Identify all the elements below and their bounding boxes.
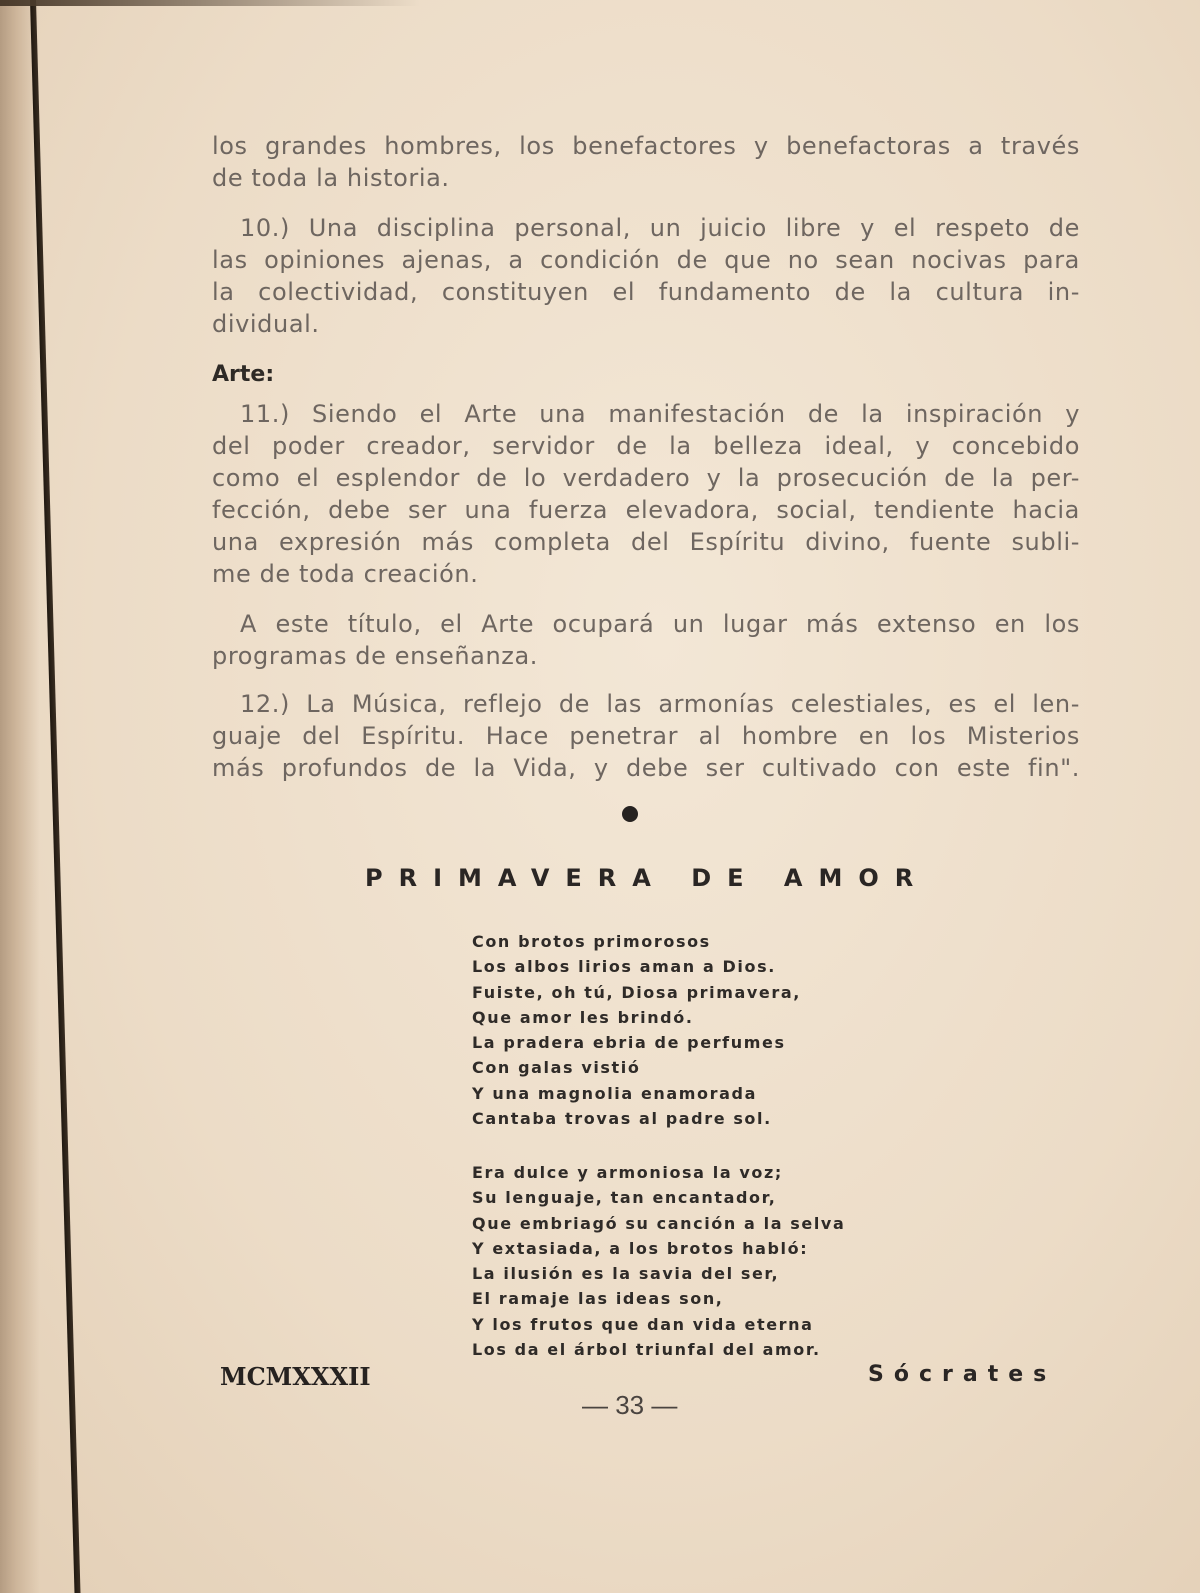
text-line: como el esplendor de lo verdadero y la prosecución de la per- xyxy=(212,464,1080,492)
text-line: más profundos de la Vida, y debe ser cultivado con este fin". xyxy=(212,754,1080,782)
poem-line: La ilusión es la savia del ser, xyxy=(472,1264,780,1284)
paragraph-continuation xyxy=(212,130,1080,194)
text-line: fección, debe ser una fuerza elevadora, social, tendiente hacia xyxy=(212,496,1080,524)
poem-stanza-2 xyxy=(472,1160,845,1362)
poem-line: Fuiste, oh tú, Diosa primavera, xyxy=(472,982,801,1002)
poem-line: Con brotos primorosos xyxy=(472,932,711,951)
paragraph-12 xyxy=(212,688,1080,784)
text-line: las opiniones ajenas, a condición de que no sean nocivas para xyxy=(212,246,1080,274)
text-line: una expresión más completa del Espíritu divino, fuente subli- xyxy=(212,528,1080,556)
text-line: me de toda creación. xyxy=(212,560,479,588)
poem-author: Sócrates xyxy=(868,1362,1057,1387)
text-line: 11.) Siendo el Arte una manifestación de la inspiración y xyxy=(240,400,1080,428)
poem-line: Que embriagó su canción a la selva xyxy=(472,1213,846,1233)
paragraph-arte-titulo xyxy=(212,608,1080,672)
poem-line: Con galas vistió xyxy=(472,1058,641,1078)
page-top-edge xyxy=(0,0,420,6)
text-line: de toda la historia. xyxy=(212,164,450,192)
poem-line: Y extasiada, a los brotos habló: xyxy=(472,1238,809,1258)
section-heading: Arte: xyxy=(212,362,275,387)
poem-title: PRIMAVERA DE AMOR xyxy=(365,864,930,892)
paragraph-10 xyxy=(212,212,1080,340)
text-line: guaje del Espíritu. Hace penetrar al hombre en los Misterios xyxy=(212,722,1080,750)
text-line: A este título, el Arte ocupará un lugar más extenso en los xyxy=(240,610,1080,638)
text-line: 12.) La Música, reflejo de las armonías celestiales, es el len- xyxy=(240,690,1080,718)
text-line: dividual. xyxy=(212,310,320,338)
poem-line: Cantaba trovas al padre sol. xyxy=(472,1109,772,1129)
text-line: 10.) Una disciplina personal, un juicio libre y el respeto de xyxy=(240,214,1080,242)
poem-stanza-1 xyxy=(472,929,801,1131)
text-line: los grandes hombres, los benefactores y benefactoras a través xyxy=(212,132,1080,160)
poem-line: Que amor les brindó. xyxy=(472,1007,694,1027)
text-line: del poder creador, servidor de la belleza ideal, y concebido xyxy=(212,432,1080,460)
poem-line: Era dulce y armoniosa la voz; xyxy=(472,1163,783,1182)
spine-shadow xyxy=(0,0,40,1593)
poem-line: Y los frutos que dan vida eterna xyxy=(472,1314,814,1334)
poem-line: Los da el árbol triunfal del amor. xyxy=(472,1340,821,1360)
poem-line: El ramaje las ideas son, xyxy=(472,1289,724,1309)
poem-line: La pradera ebria de perfumes xyxy=(472,1033,786,1053)
text-line: programas de enseñanza. xyxy=(212,642,539,670)
paragraph-11 xyxy=(212,398,1080,590)
poem-line: Los albos lirios aman a Dios. xyxy=(472,957,776,977)
section-divider-dot xyxy=(622,806,638,822)
page-number: — 33 — xyxy=(582,1390,678,1420)
poem-date: MCMXXXII xyxy=(220,1362,371,1391)
text-line: la colectividad, constituyen el fundamento de la cultura in- xyxy=(212,278,1080,306)
poem-line: Su lenguaje, tan encantador, xyxy=(472,1188,777,1208)
poem-line: Y una magnolia enamorada xyxy=(472,1083,757,1103)
